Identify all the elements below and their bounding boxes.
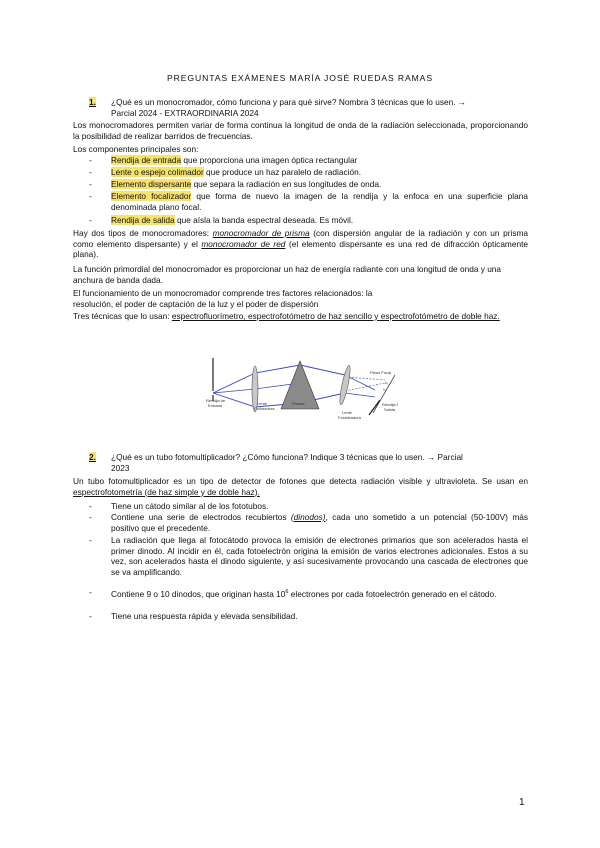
q1-factors-line-1: El funcionamiento de un monocromador comprende tres factores relacionados: la (73, 288, 373, 298)
page-title: PREGUNTAS EXÁMENES MARÍA JOSÉ RUEDAS RAMAS (167, 73, 433, 83)
exit-slit (369, 400, 380, 415)
q1-components-heading: Los componentes principales son: (73, 144, 199, 154)
bullet-dash: - (89, 179, 92, 189)
label-salida: Rendija f (382, 402, 398, 407)
component-item: Elemento dispersante que separa la radiación en sus longitudes de onda. (111, 179, 382, 189)
label-entrada: Entrada (208, 403, 223, 408)
label-lambda-1: λ₁ (385, 380, 389, 385)
bullet-dash: - (89, 535, 92, 545)
q2-bullet: Contiene 9 o 10 dinodos, que originan hasta $10^6$ electrones por cada fotoelectrón generado en el cátodo. (111, 588, 497, 599)
light-ray (345, 377, 385, 391)
bullet-dash: - (89, 512, 92, 522)
q1-types-paragraph: Hay dos tipos de monocromadores: monocromador de prisma (con dispersión angular de la radiación y con un prisma como elemento dispersante) y el monocromador de red (el elemento dispersante es una red de difracción ópticamente plana). (73, 228, 529, 260)
q2-bullet: Tiene una respuesta rápida y elevada sensibilidad. (111, 611, 298, 621)
q2-intro-paragraph: Un tubo fotomultiplicador es un tipo de detector de fotones que detecta radiación visible y ultravioleta. Se usan en espectrofotometría (de haz simple y de doble haz). (73, 476, 528, 497)
q2-bullet: La radiación que llega al fotocátodo provoca la emisión de electrones primarios que son acelerados hasta el primer dinodo. Al incidir en él, cada fotoelectrón origina la emisión de varios electrones adicionales. Estos a su vez, son acelerados hasta el dinodo siguiente, y así sucesivamente provocando una cascada de electrones que se va amplificando. (111, 535, 528, 577)
focusing-lens (338, 365, 352, 405)
label-entrada: Rendija de (206, 398, 226, 403)
light-ray (213, 365, 345, 393)
light-ray (213, 393, 345, 407)
bullet-dash: - (89, 587, 92, 597)
label-plano-focal: Plano Focal (370, 370, 392, 375)
component-item: Rendija de salida que aísla la banda espectral deseada. Es móvil. (111, 215, 354, 225)
question-2-number: 2. (89, 452, 96, 462)
label-colimadora: Lente (257, 401, 268, 406)
q1-function-paragraph: La función primordial del monocromador es proporcionar un haz de energía radiante con una longitud de onda y una anchura de banda dada. (73, 264, 502, 285)
component-item: Rendija de entrada que proporciona una imagen óptica rectangular (111, 155, 358, 165)
q1-factors-line-2: resolución, el poder de captación de la luz y el poder de dispersión (73, 299, 319, 309)
question-2-text: ¿Qué es un tubo fotomultiplicador? ¿Cómo funciona? Indique 3 técnicas que lo usen. → Parcial (111, 452, 463, 462)
question-1-source: Parcial 2024 - EXTRAORDINARIA 2024 (111, 108, 259, 118)
bullet-dash: - (89, 611, 92, 621)
q1-techniques-paragraph: Tres técnicas que lo usan: espectrofluorímetro, espectrofotómetro de haz sencillo y espectrofotómetro de doble haz. (73, 311, 500, 321)
component-item: Elemento focalizador que forma de nuevo la imagen de la rendija y la enfoca en una superficie plana denominada plano focal. (111, 191, 528, 212)
q1-paragraph-intro: Los monocromadores permiten variar de forma continua la longitud de onda de la radiación seleccionada, proporcionando la posibilidad de realizar barridos de frecuencias. (73, 120, 528, 141)
bullet-dash: - (89, 215, 92, 225)
label-lambda-2: λ₂ (383, 387, 387, 392)
label-prisma: Prisma (292, 401, 305, 406)
q2-bullet: Tiene un cátodo similar al de los fototubos. (111, 501, 269, 511)
bullet-dash: - (89, 501, 92, 511)
bullet-dash: - (89, 191, 92, 201)
bullet-dash: - (89, 167, 92, 177)
question-1-text: ¿Qué es un monocromador, cómo funciona y para qué sirve? Nombra 3 técnicas que lo usen. → (111, 97, 467, 107)
label-colimadora: Colimadora (254, 406, 275, 411)
page-number: 1 (519, 797, 525, 808)
label-salida: Salida (384, 407, 396, 412)
bullet-dash: - (89, 155, 92, 165)
question-1-number: 1. (89, 97, 96, 107)
label-focalizadora: Lente (342, 410, 353, 415)
component-item: Lente o espejo colimador que produce un haz paralelo de radiación. (111, 167, 362, 177)
q2-bullet: Contiene una serie de electrodos recubiertos (dinodos), cada uno sometido a un potencial (50-100V) más positivo que el precedente. (111, 512, 529, 533)
question-2-source: 2023 (111, 463, 130, 473)
monochromator-diagram (205, 355, 405, 430)
label-focalizadora: Focalizadora (338, 415, 361, 420)
